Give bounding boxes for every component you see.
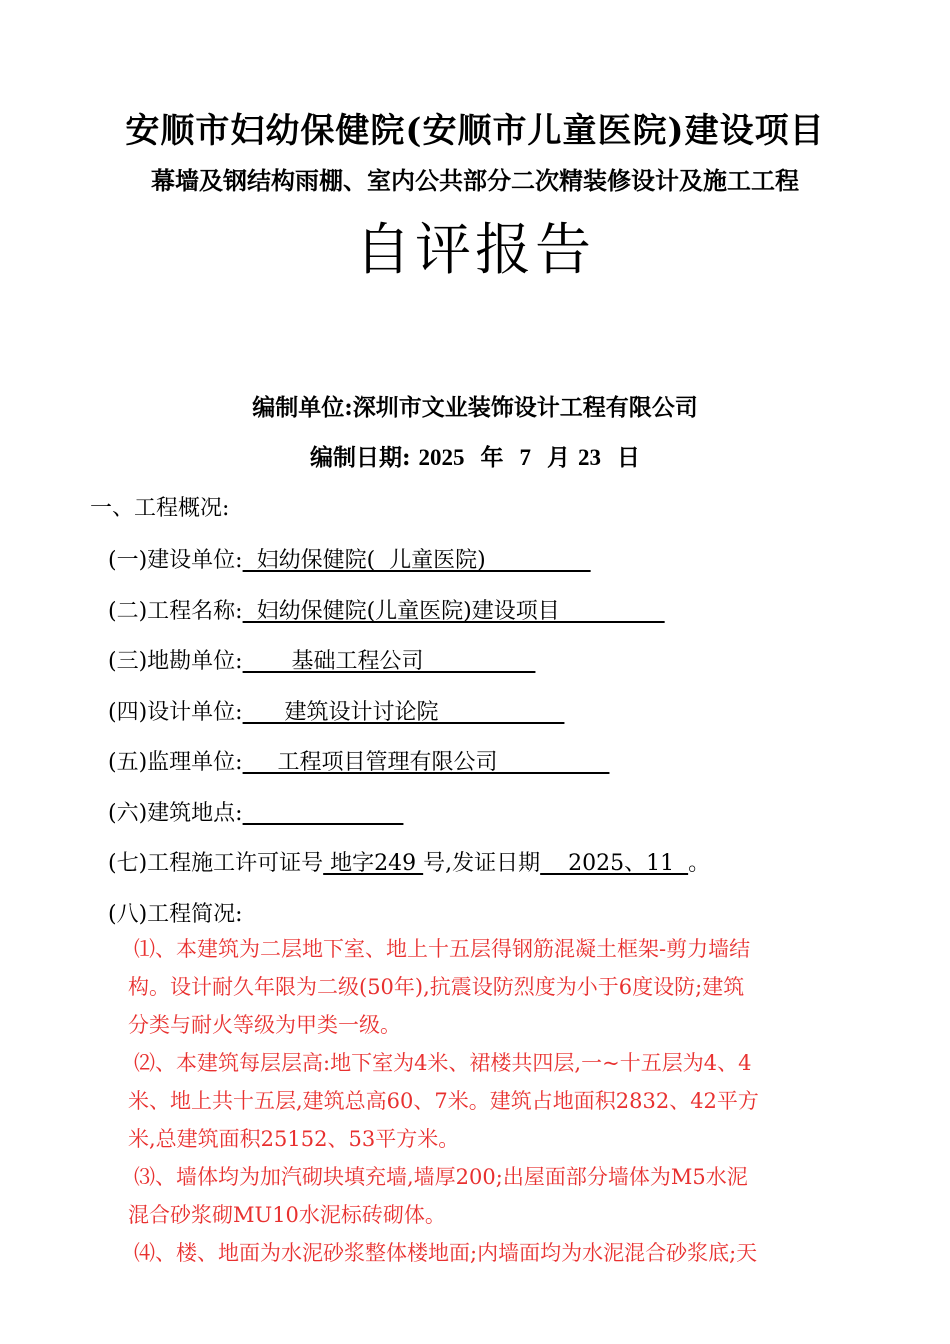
date-day: 23	[578, 445, 602, 470]
overview-paragraph-3	[128, 1158, 864, 1234]
date-year: 2025	[418, 445, 465, 470]
paragraph-line: ⑶、墙体均为加汽砌块填充墙,墙厚200;出屋面部分墙体为M5水泥	[134, 1165, 748, 1189]
date-year-unit: 年	[480, 444, 504, 471]
compiler-unit-label: 编制单位:	[252, 394, 353, 421]
item-supervision-unit	[108, 745, 609, 776]
paragraph-line: 分类与耐火等级为甲类一级。	[128, 1013, 401, 1037]
item-design-unit	[108, 695, 564, 726]
report-title-main: 自评报告	[355, 218, 595, 283]
section-heading-overview: 一、工程概况:	[90, 496, 230, 521]
date-day-unit: 日	[617, 444, 641, 471]
paragraph-line: 混合砂浆砌MU10水泥标砖砌体。	[128, 1203, 446, 1227]
item-label: (四)设计单位:	[108, 700, 243, 725]
compiler-unit-value: 深圳市文业装饰设计工程有限公司	[352, 394, 698, 421]
permit-date-label: 号,发证日期	[423, 851, 541, 876]
permit-number: 地字249	[323, 851, 424, 876]
report-title-project: 安顺市妇幼保健院(安顺市儿童医院)建设项目	[125, 111, 825, 151]
item-value: 基础工程公司	[242, 649, 536, 674]
item-label: (五)监理单位:	[108, 750, 243, 775]
paragraph-line: ⑵、本建筑每层层高:地下室为4米、裙楼共四层,一~十五层为4、4	[134, 1051, 752, 1075]
item-project-name	[108, 594, 665, 625]
item-survey-unit	[108, 644, 535, 675]
item-value	[243, 801, 404, 826]
paragraph-line: 构。设计耐久年限为二级(50年),抗震设防烈度为小于6度设防;建筑	[128, 975, 745, 999]
paragraph-line: ⑷、楼、地面为水泥砂浆整体楼地面;内墙面均为水泥混合砂浆底;天	[134, 1241, 758, 1265]
item-construction-unit	[108, 543, 591, 574]
item-value: 妇幼保健院(儿童医院)建设项目	[242, 599, 665, 624]
compiler-unit	[0, 389, 950, 422]
item-label: (六)建筑地点:	[108, 801, 243, 826]
overview-paragraph-2	[128, 1044, 864, 1158]
report-title-scope: 幕墙及钢结构雨棚、室内公共部分二次精装修设计及施工工程	[151, 166, 799, 195]
item-value: 妇幼保健院( 儿童医院)	[242, 548, 591, 573]
overview-paragraph-4	[134, 1234, 864, 1272]
permit-end: 。	[688, 851, 711, 876]
compiler-date-label: 编制日期:	[309, 444, 419, 471]
date-month: 7	[519, 445, 531, 470]
item-label: (一)建设单位:	[108, 548, 243, 573]
item-label: (七)工程施工许可证号	[108, 851, 324, 876]
overview-paragraph-1	[128, 930, 864, 1044]
item-label: (二)工程名称:	[108, 599, 243, 624]
permit-date: 2025、11	[540, 851, 689, 876]
item-brief	[108, 897, 243, 928]
item-value: 工程项目管理有限公司	[242, 750, 610, 775]
item-value: 建筑设计讨论院	[242, 700, 565, 725]
compiler-date	[0, 439, 950, 472]
paragraph-line: ⑴、本建筑为二层地下室、地上十五层得钢筋混凝土框架-剪力墙结	[134, 937, 751, 961]
item-site-location	[108, 796, 403, 827]
date-month-unit: 月	[547, 444, 570, 471]
paragraph-line: 米、地上共十五层,建筑总高60、7米。建筑占地面积2832、42平方	[128, 1089, 759, 1113]
item-label: (三)地勘单位:	[108, 649, 243, 674]
paragraph-line: 米,总建筑面积25152、53平方米。	[128, 1127, 460, 1151]
item-permit	[108, 846, 710, 877]
item-label: (八)工程简况:	[108, 902, 243, 927]
